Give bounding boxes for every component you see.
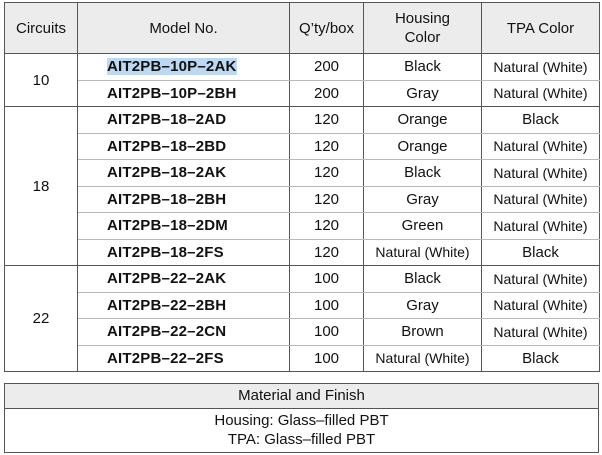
tpa-color-cell: Natural (White) xyxy=(482,213,600,240)
model-cell: AIT2PB–18–2BH xyxy=(78,186,290,213)
model-cell: AIT2PB–18–2DM xyxy=(78,213,290,240)
housing-color-cell: Natural (White) xyxy=(364,345,482,372)
circuits-cell-18: 18 xyxy=(5,107,78,266)
housing-color-cell: Gray xyxy=(364,80,482,107)
table-row xyxy=(5,292,600,319)
qty-cell: 120 xyxy=(290,107,364,134)
tpa-color-cell: Natural (White) xyxy=(482,186,600,213)
housing-color-cell: Black xyxy=(364,266,482,293)
model-cell: AIT2PB–22–2FS xyxy=(78,345,290,372)
header-housing-line1: Housing xyxy=(394,10,451,27)
tpa-color-cell: Natural (White) xyxy=(482,292,600,319)
header-model-no: Model No. xyxy=(78,3,290,54)
tpa-color-cell: Natural (White) xyxy=(482,266,600,293)
housing-color-cell: Orange xyxy=(364,107,482,134)
housing-material-text: Housing: Glass–filled PBT xyxy=(214,412,389,429)
table-row xyxy=(5,54,600,81)
circuits-cell-10: 10 xyxy=(5,54,78,107)
model-cell: AIT2PB–18–2FS xyxy=(78,239,290,266)
tpa-color-cell: Natural (White) xyxy=(482,160,600,187)
table-row xyxy=(5,345,600,372)
qty-cell: 120 xyxy=(290,160,364,187)
table-row xyxy=(5,133,600,160)
model-cell[interactable] xyxy=(78,54,290,81)
tpa-color-cell: Natural (White) xyxy=(482,80,600,107)
model-cell: AIT2PB–18–2AD xyxy=(78,107,290,134)
qty-cell: 120 xyxy=(290,213,364,240)
qty-cell: 100 xyxy=(290,266,364,293)
header-qty-per-box: Q’ty/box xyxy=(290,3,364,54)
housing-color-cell: Brown xyxy=(364,319,482,346)
housing-color-cell: Green xyxy=(364,213,482,240)
table-row xyxy=(5,80,600,107)
model-cell: AIT2PB–22–2BH xyxy=(78,292,290,319)
qty-cell: 120 xyxy=(290,239,364,266)
table-header-row xyxy=(5,3,600,54)
tpa-color-cell: Natural (White) xyxy=(482,133,600,160)
model-cell: AIT2PB–22–2AK xyxy=(78,266,290,293)
table-row xyxy=(5,213,600,240)
model-cell: AIT2PB–18–2BD xyxy=(78,133,290,160)
table-row xyxy=(5,107,600,134)
qty-cell: 120 xyxy=(290,133,364,160)
table-row xyxy=(5,266,600,293)
header-circuits: Circuits xyxy=(5,3,78,54)
selected-text[interactable]: AIT2PB–10P–2AK xyxy=(107,58,237,76)
material-finish-title: Material and Finish xyxy=(5,384,598,409)
material-finish-body xyxy=(5,409,598,452)
housing-color-cell: Black xyxy=(364,160,482,187)
model-cell: AIT2PB–22–2CN xyxy=(78,319,290,346)
tpa-color-cell: Black xyxy=(482,239,600,266)
tpa-color-cell: Natural (White) xyxy=(482,54,600,81)
tpa-color-cell: Natural (White) xyxy=(482,319,600,346)
qty-cell: 100 xyxy=(290,319,364,346)
table-row xyxy=(5,186,600,213)
qty-cell: 120 xyxy=(290,186,364,213)
product-spec-table xyxy=(4,2,600,372)
tpa-material-text: TPA: Glass–filled PBT xyxy=(227,431,376,448)
housing-color-cell: Natural (White) xyxy=(364,239,482,266)
table-row xyxy=(5,239,600,266)
header-housing-color xyxy=(364,3,482,54)
model-cell: AIT2PB–10P–2BH xyxy=(78,80,290,107)
housing-color-cell: Gray xyxy=(364,292,482,319)
table-row xyxy=(5,160,600,187)
circuits-cell-22: 22 xyxy=(5,266,78,372)
housing-color-cell: Black xyxy=(364,54,482,81)
qty-cell: 100 xyxy=(290,345,364,372)
housing-color-cell: Gray xyxy=(364,186,482,213)
qty-cell: 100 xyxy=(290,292,364,319)
qty-cell: 200 xyxy=(290,80,364,107)
model-cell: AIT2PB–18–2AK xyxy=(78,160,290,187)
header-tpa-color: TPA Color xyxy=(482,3,600,54)
qty-cell: 200 xyxy=(290,54,364,81)
header-housing-line2: Color xyxy=(404,29,441,46)
tpa-color-cell: Black xyxy=(482,107,600,134)
tpa-color-cell: Black xyxy=(482,345,600,372)
table-row xyxy=(5,319,600,346)
material-finish-box xyxy=(4,383,599,453)
housing-color-cell: Orange xyxy=(364,133,482,160)
